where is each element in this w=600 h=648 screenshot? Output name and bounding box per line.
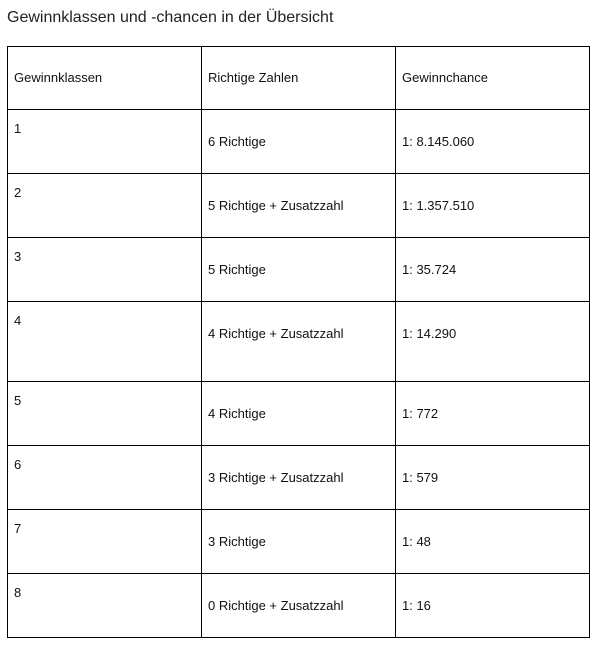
prize-class-cell: 8 — [8, 574, 202, 638]
correct-numbers-cell: 0 Richtige + Zusatzzahl — [202, 574, 396, 638]
prize-tiers-table — [7, 46, 590, 638]
header-winning-chance: Gewinnchance — [396, 47, 590, 110]
prize-class-cell: 6 — [8, 446, 202, 510]
prize-class-cell: 2 — [8, 174, 202, 238]
correct-numbers-cell: 3 Richtige — [202, 510, 396, 574]
winning-chance-cell: 1: 579 — [396, 446, 590, 510]
correct-numbers-cell: 4 Richtige + Zusatzzahl — [202, 302, 396, 382]
table-row — [8, 302, 590, 382]
table-row — [8, 574, 590, 638]
winning-chance-cell: 1: 1.357.510 — [396, 174, 590, 238]
prize-class-cell: 3 — [8, 238, 202, 302]
prize-class-cell: 1 — [8, 110, 202, 174]
table-row — [8, 446, 590, 510]
prize-class-cell: 5 — [8, 382, 202, 446]
prize-class-cell: 4 — [8, 302, 202, 382]
winning-chance-cell: 1: 772 — [396, 382, 590, 446]
correct-numbers-cell: 5 Richtige — [202, 238, 396, 302]
winning-chance-cell: 1: 35.724 — [396, 238, 590, 302]
correct-numbers-cell: 5 Richtige + Zusatzzahl — [202, 174, 396, 238]
winning-chance-cell: 1: 8.145.060 — [396, 110, 590, 174]
table-row — [8, 382, 590, 446]
winning-chance-cell: 1: 16 — [396, 574, 590, 638]
correct-numbers-cell: 6 Richtige — [202, 110, 396, 174]
winning-chance-cell: 1: 48 — [396, 510, 590, 574]
table-header-row — [8, 47, 590, 110]
prize-class-cell: 7 — [8, 510, 202, 574]
table-row — [8, 510, 590, 574]
table-row — [8, 110, 590, 174]
table-row — [8, 174, 590, 238]
header-correct-numbers: Richtige Zahlen — [202, 47, 396, 110]
page-title: Gewinnklassen und -chancen in der Übersicht — [7, 9, 334, 26]
winning-chance-cell: 1: 14.290 — [396, 302, 590, 382]
header-prize-class: Gewinnklassen — [8, 47, 202, 110]
correct-numbers-cell: 4 Richtige — [202, 382, 396, 446]
correct-numbers-cell: 3 Richtige + Zusatzzahl — [202, 446, 396, 510]
table-row — [8, 238, 590, 302]
